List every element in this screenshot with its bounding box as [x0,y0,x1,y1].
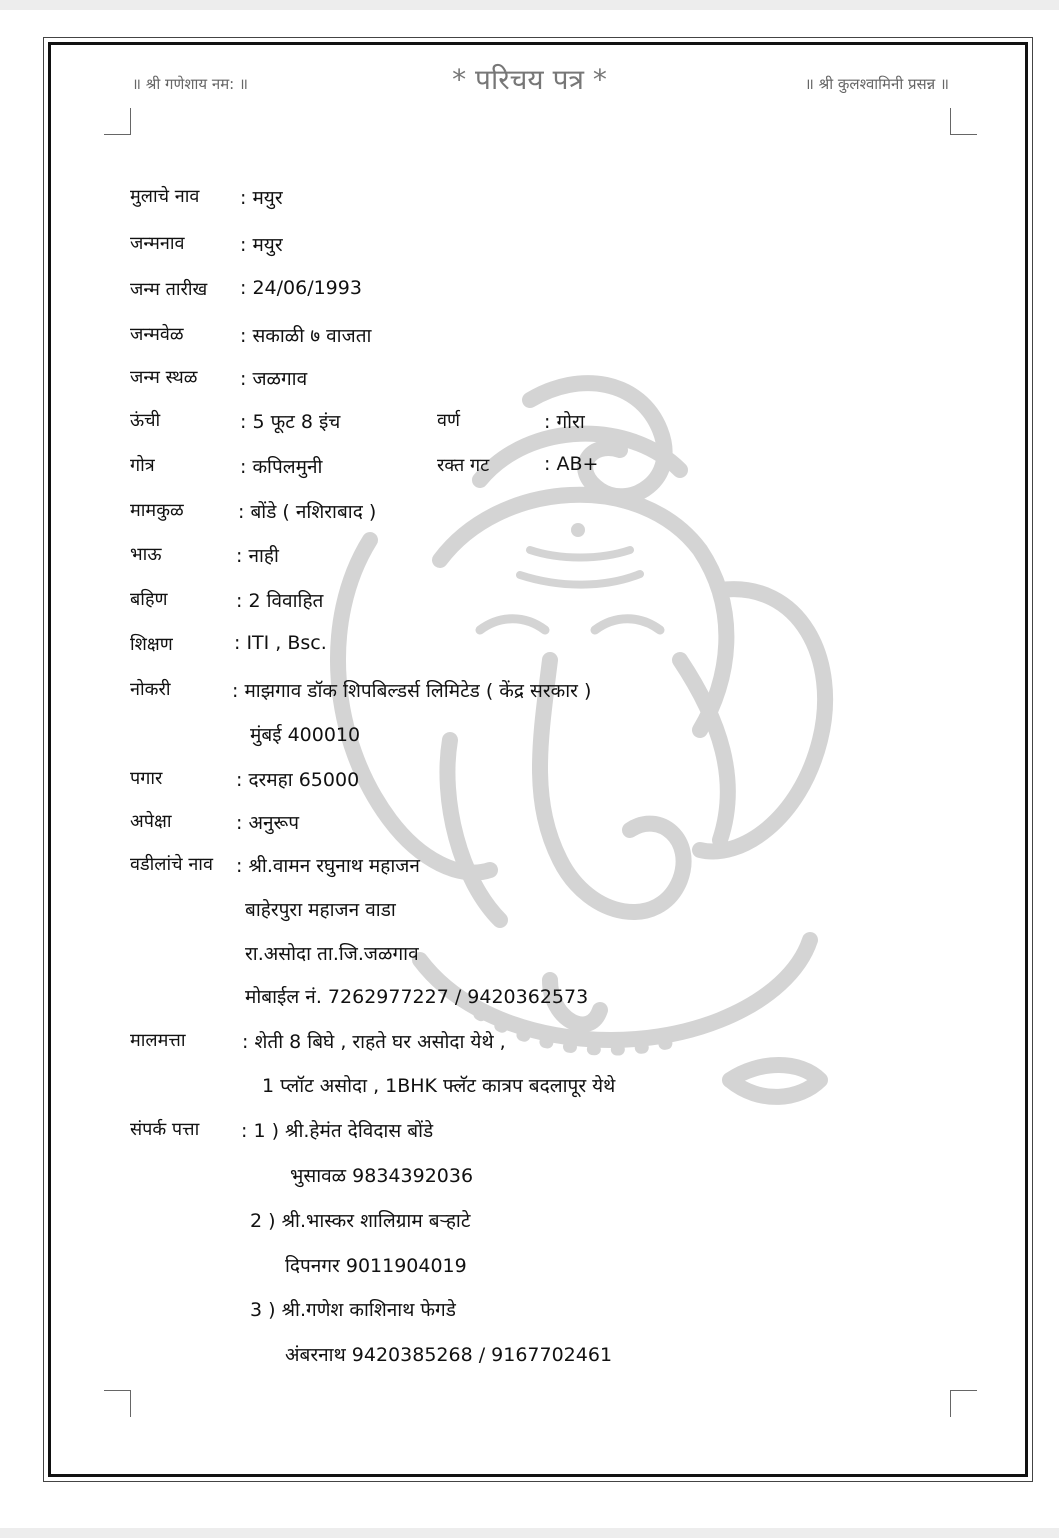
label-birthname: जन्मनाव [130,233,185,254]
value-father-line3: रा.असोदा ता.जि.जळगाव [245,943,419,965]
value-birthname: : मयुर [240,234,283,256]
label-dob: जन्म तारीख [130,279,208,300]
label-sister: बहिण [130,589,168,610]
value-mamkul: : बोंडे ( नशिराबाद ) [238,501,377,523]
value-dob: : 24/06/1993 [240,277,362,299]
label-job: नोकरी [130,679,171,700]
label-contact: संपर्क पत्ता [130,1119,200,1140]
label-father: वडीलांचे नाव [130,854,213,875]
crop-mark-bottom-left [104,1390,131,1417]
label-birthplace: जन्म स्थळ [130,367,198,388]
value-father-line4: मोबाईल नं. 7262977227 / 9420362573 [245,986,589,1008]
label-education: शिक्षण [130,634,173,655]
value-contact: : 1 ) श्री.हेमंत देविदास बोंडे [241,1120,434,1142]
value-salary: : दरमहा 65000 [236,769,360,791]
label-name: मुलाचे नाव [130,186,200,207]
value-job-line2: मुंबई 400010 [250,724,361,746]
value-contact-line3: 2 ) श्री.भास्कर शालिग्राम बऱ्हाटे [250,1210,471,1232]
ganesha-icon [300,360,860,1140]
value-contact-line5: 3 ) श्री.गणेश काशिनाथ फेगडे [250,1299,456,1321]
value-sister: : 2 विवाहित [236,590,324,612]
crop-mark-top-left [104,108,131,135]
value-property-line2: 1 प्लॉट असोदा , 1BHK फ्लॅट कात्रप बदलापूर येथे [262,1075,616,1097]
value-contact-line4: दिपनगर 9011904019 [285,1255,467,1277]
label-property: मालमत्ता [130,1030,186,1051]
page-title: * परिचय पत्र * [452,63,607,96]
value-father: : श्री.वामन रघुनाथ महाजन [236,855,420,877]
header-left-invocation: ॥ श्री गणेशाय नम: ॥ [132,75,248,93]
value-father-line2: बाहेरपुरा महाजन वाडा [245,899,396,921]
label-salary: पगार [130,768,163,789]
value-gotra: : कपिलमुनी [240,456,323,478]
value-expectation: : अनुरूप [236,812,300,834]
value-contact-line6: अंबरनाथ 9420385268 / 9167702461 [285,1344,613,1366]
value-education: : ITI , Bsc. [234,632,327,654]
label-brother: भाऊ [130,544,162,565]
label-height: ऊंची [130,410,161,431]
label-expectation: अपेक्षा [130,811,172,832]
header-right-invocation: ॥ श्री कुलश्वामिनी प्रसन्न ॥ [804,75,949,93]
value-birthplace: : जळगाव [240,368,308,390]
value-brother: : नाही [236,545,279,567]
value-birthtime: : सकाळी ७ वाजता [240,325,372,347]
value-job: : माझगाव डॉक शिपबिल्डर्स लिमिटेड ( केंद्र सरकार ) [232,680,592,702]
value-contact-line2: भुसावळ 9834392036 [290,1165,474,1187]
label-mamkul: मामकुळ [130,500,184,521]
value-height: : 5 फूट 8 इंच [240,411,341,433]
label-gotra: गोत्र [130,455,155,476]
crop-mark-top-right [950,108,977,135]
value-name: : मयुर [240,187,283,209]
value-complexion: : गोरा [544,411,585,433]
crop-mark-bottom-right [950,1390,977,1417]
value-blood-group: : AB+ [544,453,599,475]
value-property: : शेती 8 बिघे , राहते घर असोदा येथे , [242,1031,506,1053]
label-birthtime: जन्मवेळ [130,324,184,345]
label-blood-group: रक्त गट [437,455,490,476]
label-complexion: वर्ण [437,410,461,431]
